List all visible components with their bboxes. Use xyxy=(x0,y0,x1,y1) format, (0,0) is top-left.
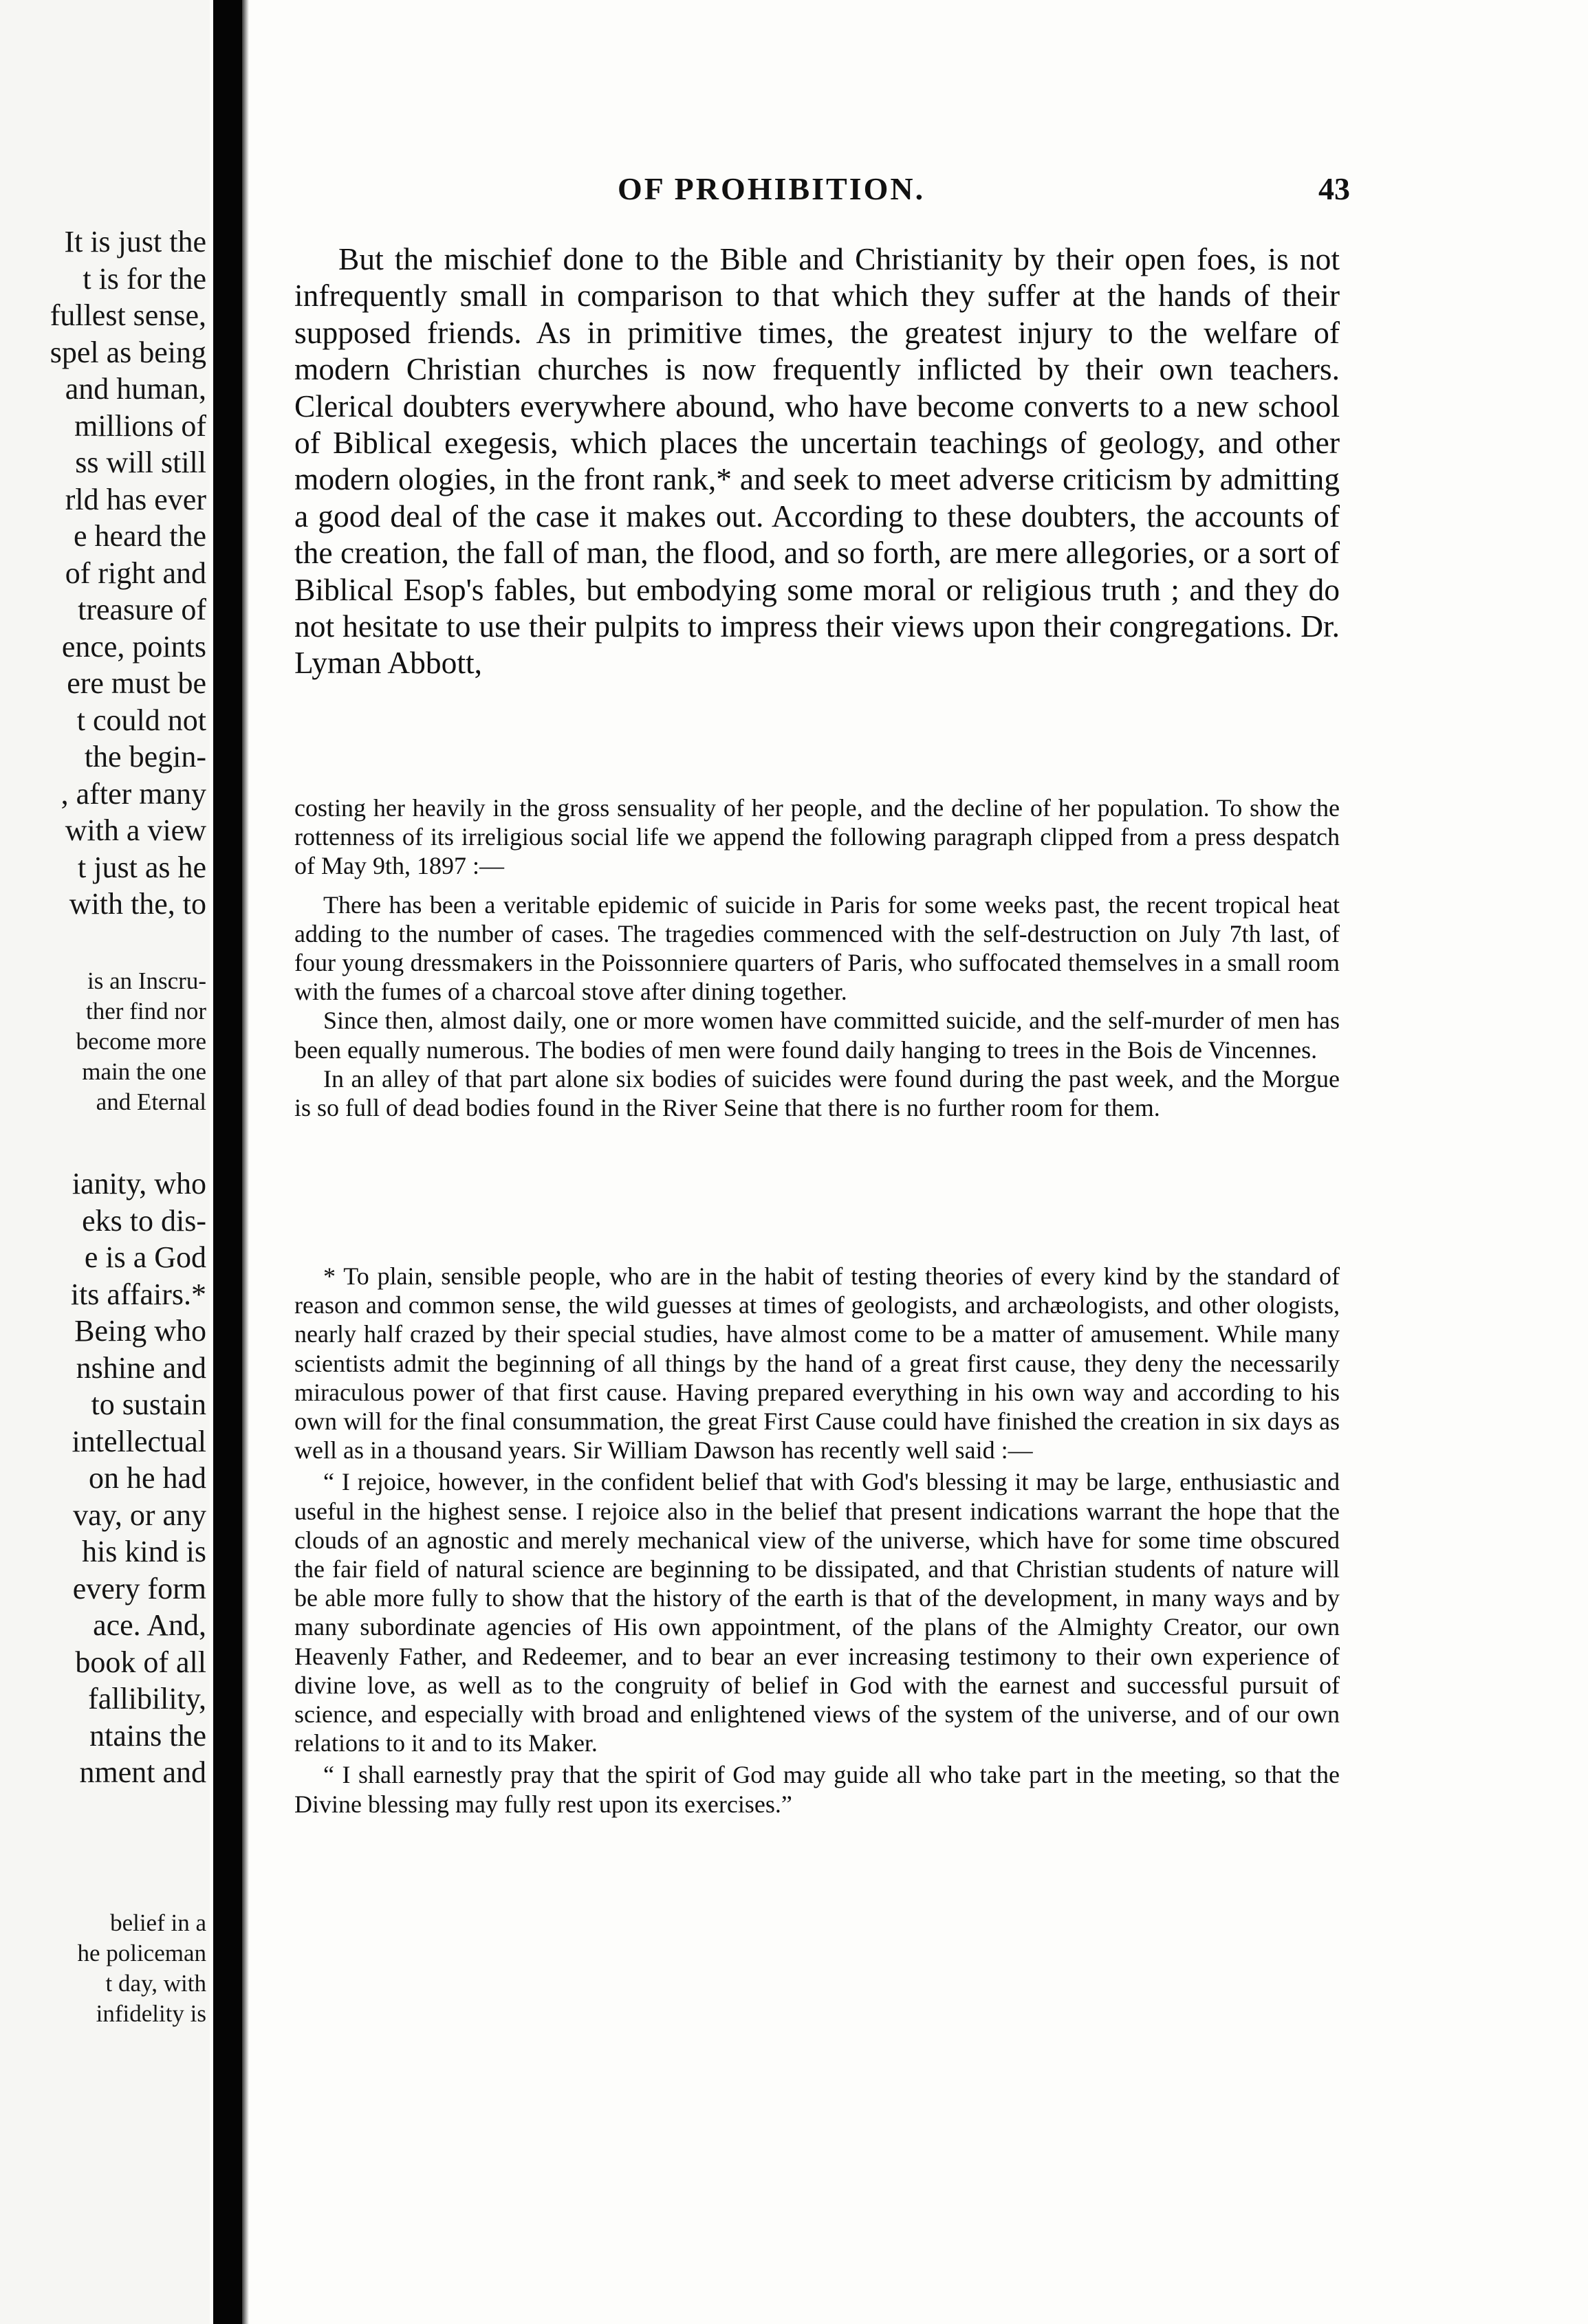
fragment-line: Being who xyxy=(74,1314,206,1348)
fragment-line: nment and xyxy=(79,1755,206,1789)
fragment-line: rld has ever xyxy=(65,482,206,516)
gutter-shadow xyxy=(242,0,249,2324)
fragment-line: and human, xyxy=(65,372,206,406)
fragment-line: nshine and xyxy=(76,1350,206,1385)
fragment-main-block xyxy=(0,223,206,923)
fragment-line: It is just the xyxy=(64,225,206,259)
fragment-line: to sustain xyxy=(91,1388,206,1421)
fragment-line: , after many xyxy=(61,776,206,811)
binding-gutter xyxy=(213,0,242,2324)
fragment-line: ss will still xyxy=(75,446,206,479)
fragment-line: every form xyxy=(72,1571,206,1605)
fragment-line: ther find nor xyxy=(86,998,206,1024)
footnote-paragraph: * To plain, sensible people, who are in the habit of testing theories of every kind by the standard of reason and common sense, the wild guesses at times of geologists, and archæologists, and other ologists, nearly half crazed by their special studies, have almost come to be a matter of amusement. While many scientists admit the beginning of all things by the hand of a great first cause, they deny the necessarily miraculous power of that first cause. Having prepared everything in his own way and according to his own will for the final consummation, the great First Cause could have finished the creation in six days as well as in a thousand years. Sir William Dawson has recently well said :— xyxy=(294,1262,1340,1465)
fragment-line: and Eternal xyxy=(96,1088,206,1115)
page-title: OF PROHIBITION. xyxy=(618,171,926,206)
fragment-line: ence, points xyxy=(61,629,206,664)
fragment-note-block xyxy=(0,966,206,1117)
fragment-line: t just as he xyxy=(78,850,206,884)
quoted-note xyxy=(294,793,1340,1122)
running-header xyxy=(294,171,1350,212)
main-paragraph: But the mischief done to the Bible and Christianity by their open foes, is not infrequently small in comparison to that which they suffer at the hands of their supposed friends. As in primitive times, the greatest injury to the welfare of modern Christian churches is now frequently inflicted by their own teachers. Clerical doubters everywhere abound, who have become converts to a new school of Biblical exegesis, which places the uncertain teachings of geology, and other modern ologies, in the front rank,* and seek to meet adverse criticism by admitting a good deal of the case it makes out. According to these doubters, the accounts of the creation, the fall of man, the flood, and so forth, are mere allegories, or a sort of Biblical Esop's fables, but embodying some moral or religious truth ; and they do not hesitate to use their pulpits to impress their views upon their congregations. Dr. Lyman Abbott, xyxy=(294,241,1340,681)
fragment-line: become more xyxy=(76,1028,206,1055)
fragment-line: t could not xyxy=(76,703,206,737)
fragment-line: infidelity is xyxy=(96,2000,206,2027)
fragment-third-block xyxy=(0,1165,206,1791)
quoted-paragraph: In an alley of that part alone six bodies of suicides were found during the past week, and the Morgue is so full of dead bodies found in the River Seine that there is no further room for them. xyxy=(294,1064,1340,1122)
fragment-line: belief in a xyxy=(110,1909,206,1936)
fragment-line: spel as being xyxy=(50,335,206,369)
fragment-line: is an Inscru- xyxy=(87,967,206,994)
fragment-line: fallibility, xyxy=(88,1682,206,1715)
footnote-quote-paragraph: “ I shall earnestly pray that the spirit of God may guide all who take part in the meeting, so that the Divine blessing may fully rest upon its exercises.” xyxy=(294,1761,1340,1818)
fragment-line: he policeman xyxy=(77,1940,206,1966)
fragment-line: treasure of xyxy=(78,593,206,626)
fragment-line: intellectual xyxy=(72,1424,206,1458)
page-43 xyxy=(294,0,1350,2324)
footnote xyxy=(294,1262,1340,1821)
fragment-line: book of all xyxy=(75,1645,206,1679)
fragment-line: on he had xyxy=(88,1461,206,1495)
quoted-paragraph: Since then, almost daily, one or more women have committed suicide, and the self-murder of men has been equally numerous. The bodies of men were found daily hanging to trees in the Bois de Vincennes. xyxy=(294,1007,1340,1064)
fragment-line: his kind is xyxy=(82,1535,206,1568)
fragment-line: millions of xyxy=(74,408,206,443)
fragment-footnote-block xyxy=(0,1908,206,2029)
fragment-line: ianity, who xyxy=(72,1167,206,1201)
fragment-line: e heard the xyxy=(74,519,206,553)
fragment-line: e is a God xyxy=(84,1240,206,1274)
fragment-line: ace. And, xyxy=(93,1608,206,1642)
fragment-line: with a view xyxy=(65,813,206,847)
quoted-note-intro: costing her heavily in the gross sensuality of her people, and the decline of her population. To show the rottenness of its irreligious social life we append the following paragraph clipped from a press despatch of May 9th, 1897 :— xyxy=(294,794,1340,880)
page-number: 43 xyxy=(1318,171,1350,206)
fragment-line: its affairs.* xyxy=(70,1277,206,1311)
fragment-line: fullest sense, xyxy=(50,298,206,332)
fragment-line: the begin- xyxy=(84,740,206,774)
fragment-line: main the one xyxy=(82,1058,206,1085)
fragment-line: ere must be xyxy=(67,666,206,700)
fragment-line: ntains the xyxy=(89,1718,206,1753)
fragment-line: with the, to xyxy=(69,887,206,921)
quoted-paragraph: There has been a veritable epidemic of suicide in Paris for some weeks past, the recent tropical heat adding to the number of cases. The tragedies commenced with the self-destruction on July 7th last, of four young dressmakers in the Poissonniere quarters of Paris, who suffocated themselves in a small room with the fumes of a charcoal stove after dining together. xyxy=(294,890,1340,1006)
footnote-quote-paragraph: “ I rejoice, however, in the confident belief that with God's blessing it may be large, enthusiastic and useful in the highest sense. I rejoice also in the belief that present indications warrant the hope that the clouds of an agnostic and merely mechanical view of the universe, which have for some time obscured the fair field of natural science are beginning to be dissipated, and that Christian students of nature will be able more fully to show that the history of the earth is that of the development, in many ways and by many subordinate agencies of His own appointment, of the plans of the Almighty Creator, our own Heavenly Father, and Redeemer, and to bear an ever increasing testimony to their own experience of divine love, as well as to the congruity of belief in God with the earnest and successful pursuit of science, and especially with broad and enlightened views of the system of the universe, and of our own relations to it and to its Maker. xyxy=(294,1468,1340,1757)
fragment-line: t day, with xyxy=(105,1970,206,1997)
fragment-line: of right and xyxy=(65,556,206,590)
fragment-line: vay, or any xyxy=(73,1498,206,1532)
fragment-line: t is for the xyxy=(83,261,206,296)
previous-page-fragment xyxy=(0,0,210,2324)
fragment-line: eks to dis- xyxy=(82,1203,206,1238)
